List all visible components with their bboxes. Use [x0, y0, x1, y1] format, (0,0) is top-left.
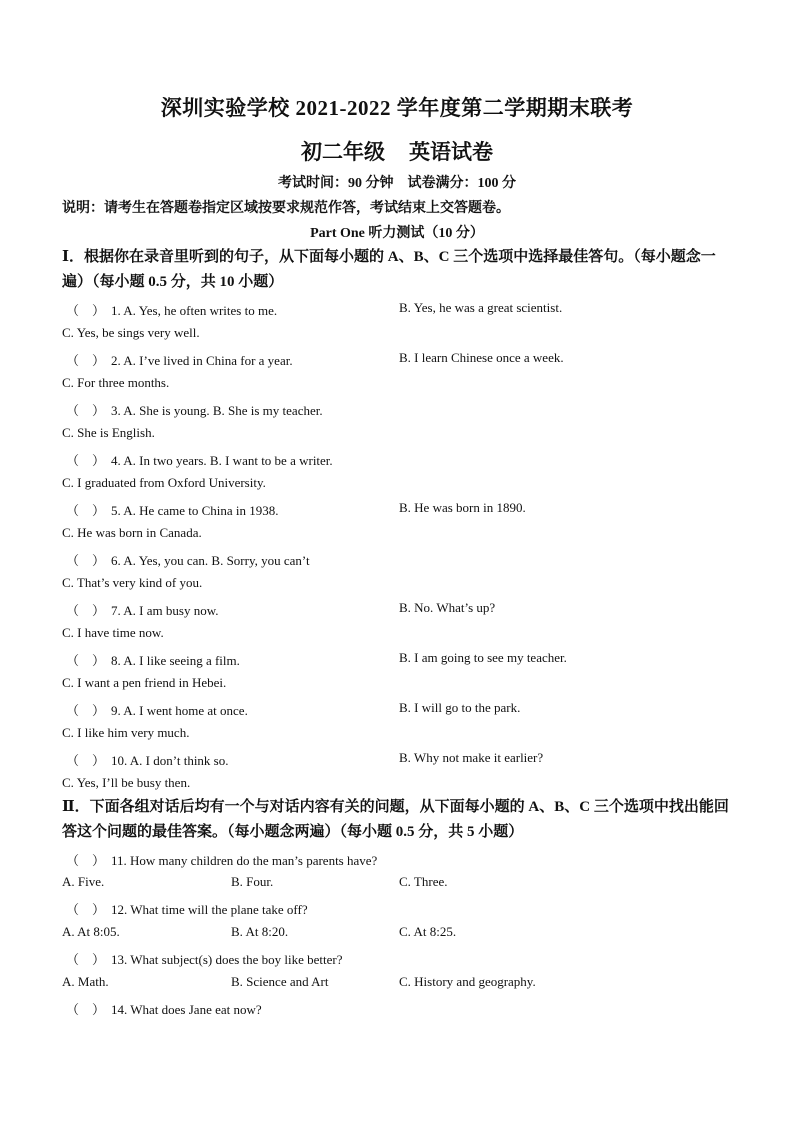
option-a: A. At 8:05.: [62, 924, 120, 939]
answer-blank: （ ）: [66, 703, 106, 718]
question-3: [66, 400, 323, 419]
option-a: A. Math.: [62, 974, 109, 989]
section-2-heading: Ⅱ．下面各组对话后均有一个与对话内容有关的问题，从下面每小题的 A、B、C 三个选项中找出能回答这个问题的最佳答案。（每小题念两遍）（每小题 0.5 分，共 5 小题）: [62, 799, 729, 840]
option-a: 7. A. I am busy now.: [111, 603, 219, 618]
option-c: C. History and geography.: [399, 974, 536, 989]
option-b: B. At 8:20.: [231, 924, 289, 939]
question-5: [66, 500, 279, 519]
option-c: C. Yes, I’ll be busy then.: [62, 775, 191, 790]
option-a: 5. A. He came to China in 1938.: [111, 503, 279, 518]
question-8: [66, 650, 240, 669]
question-text: 12. What time will the plane take off?: [111, 902, 308, 917]
exam-title: 深圳实验学校 2021-2022 学年度第二学期期末联考: [160, 96, 634, 120]
exam-subtitle: [0, 136, 794, 166]
option-a: 4. A. In two years. B. I want to be a writer.: [111, 453, 333, 468]
option-c: C. Yes, be sings very well.: [62, 325, 200, 340]
option-b: B. No. What’s up?: [399, 600, 496, 615]
option-b: B. He was born in 1890.: [399, 500, 526, 515]
subject-label: 英语试卷: [409, 140, 493, 164]
option-c: C. Three.: [399, 874, 448, 889]
answer-blank: （ ）: [66, 503, 106, 518]
option-b: B. Science and Art: [231, 974, 329, 989]
option-a: A. Five.: [62, 874, 105, 889]
question-13: [66, 949, 343, 968]
option-a: 9. A. I went home at once.: [111, 703, 248, 718]
answer-blank: （ ）: [66, 403, 106, 418]
answer-blank: （ ）: [66, 1002, 106, 1017]
question-9: [66, 700, 248, 719]
instructions: 说明：请考生在答题卷指定区域按要求规范作答，考试结束上交答题卷。: [62, 201, 510, 216]
answer-blank: （ ）: [66, 303, 106, 318]
option-b: B. I am going to see my teacher.: [399, 650, 567, 665]
part-one-heading: Part One 听力测试（10 分）: [310, 226, 484, 241]
answer-blank: （ ）: [66, 653, 106, 668]
option-a: 3. A. She is young. B. She is my teacher.: [111, 403, 323, 418]
answer-blank: （ ）: [66, 853, 106, 868]
option-b: B. Four.: [231, 874, 274, 889]
exam-meta: [0, 172, 794, 192]
option-b: B. I will go to the park.: [399, 700, 521, 715]
option-b: B. Why not make it earlier?: [399, 750, 544, 765]
question-14: [66, 999, 262, 1018]
grade-label: 初二年级: [301, 140, 385, 164]
option-b: B. Yes, he was a great scientist.: [399, 300, 563, 315]
exam-time: 考试时间：90 分钟: [278, 176, 394, 191]
option-c: C. I want a pen friend in Hebei.: [62, 675, 227, 690]
question-text: 13. What subject(s) does the boy like better?: [111, 952, 343, 967]
option-c: C. I like him very much.: [62, 725, 190, 740]
option-a: 1. A. Yes, he often writes to me.: [111, 303, 278, 318]
option-c: C. At 8:25.: [399, 924, 457, 939]
option-c: C. I graduated from Oxford University.: [62, 475, 266, 490]
question-11: [66, 850, 377, 869]
question-10: [66, 750, 229, 769]
option-c: C. He was born in Canada.: [62, 525, 202, 540]
answer-blank: （ ）: [66, 553, 106, 568]
option-a: 10. A. I don’t think so.: [111, 753, 229, 768]
option-c: C. She is English.: [62, 425, 155, 440]
question-text: 11. How many children do the man’s parents have?: [111, 853, 378, 868]
answer-blank: （ ）: [66, 353, 106, 368]
option-a: 2. A. I’ve lived in China for a year.: [111, 353, 293, 368]
question-12: [66, 899, 308, 918]
question-6: [66, 550, 310, 569]
option-c: C. That’s very kind of you.: [62, 575, 203, 590]
answer-blank: （ ）: [66, 952, 106, 967]
option-c: C. I have time now.: [62, 625, 164, 640]
answer-blank: （ ）: [66, 603, 106, 618]
question-4: [66, 450, 333, 469]
full-score: 试卷满分：100 分: [407, 176, 516, 191]
option-c: C. For three months.: [62, 375, 170, 390]
question-2: [66, 350, 293, 369]
question-7: [66, 600, 219, 619]
question-text: 14. What does Jane eat now?: [111, 1002, 262, 1017]
answer-blank: （ ）: [66, 753, 106, 768]
option-b: B. I learn Chinese once a week.: [399, 350, 564, 365]
section-1-heading: Ⅰ．根据你在录音里听到的句子，从下面每小题的 A、B、C 三个选项中选择最佳答句。（每小题念一遍）（每小题 0.5 分，共 10 小题）: [62, 249, 716, 290]
answer-blank: （ ）: [66, 453, 106, 468]
question-1: [66, 300, 277, 319]
option-a: 8. A. I like seeing a film.: [111, 653, 240, 668]
option-a: 6. A. Yes, you can. B. Sorry, you can’t: [111, 553, 310, 568]
answer-blank: （ ）: [66, 902, 106, 917]
